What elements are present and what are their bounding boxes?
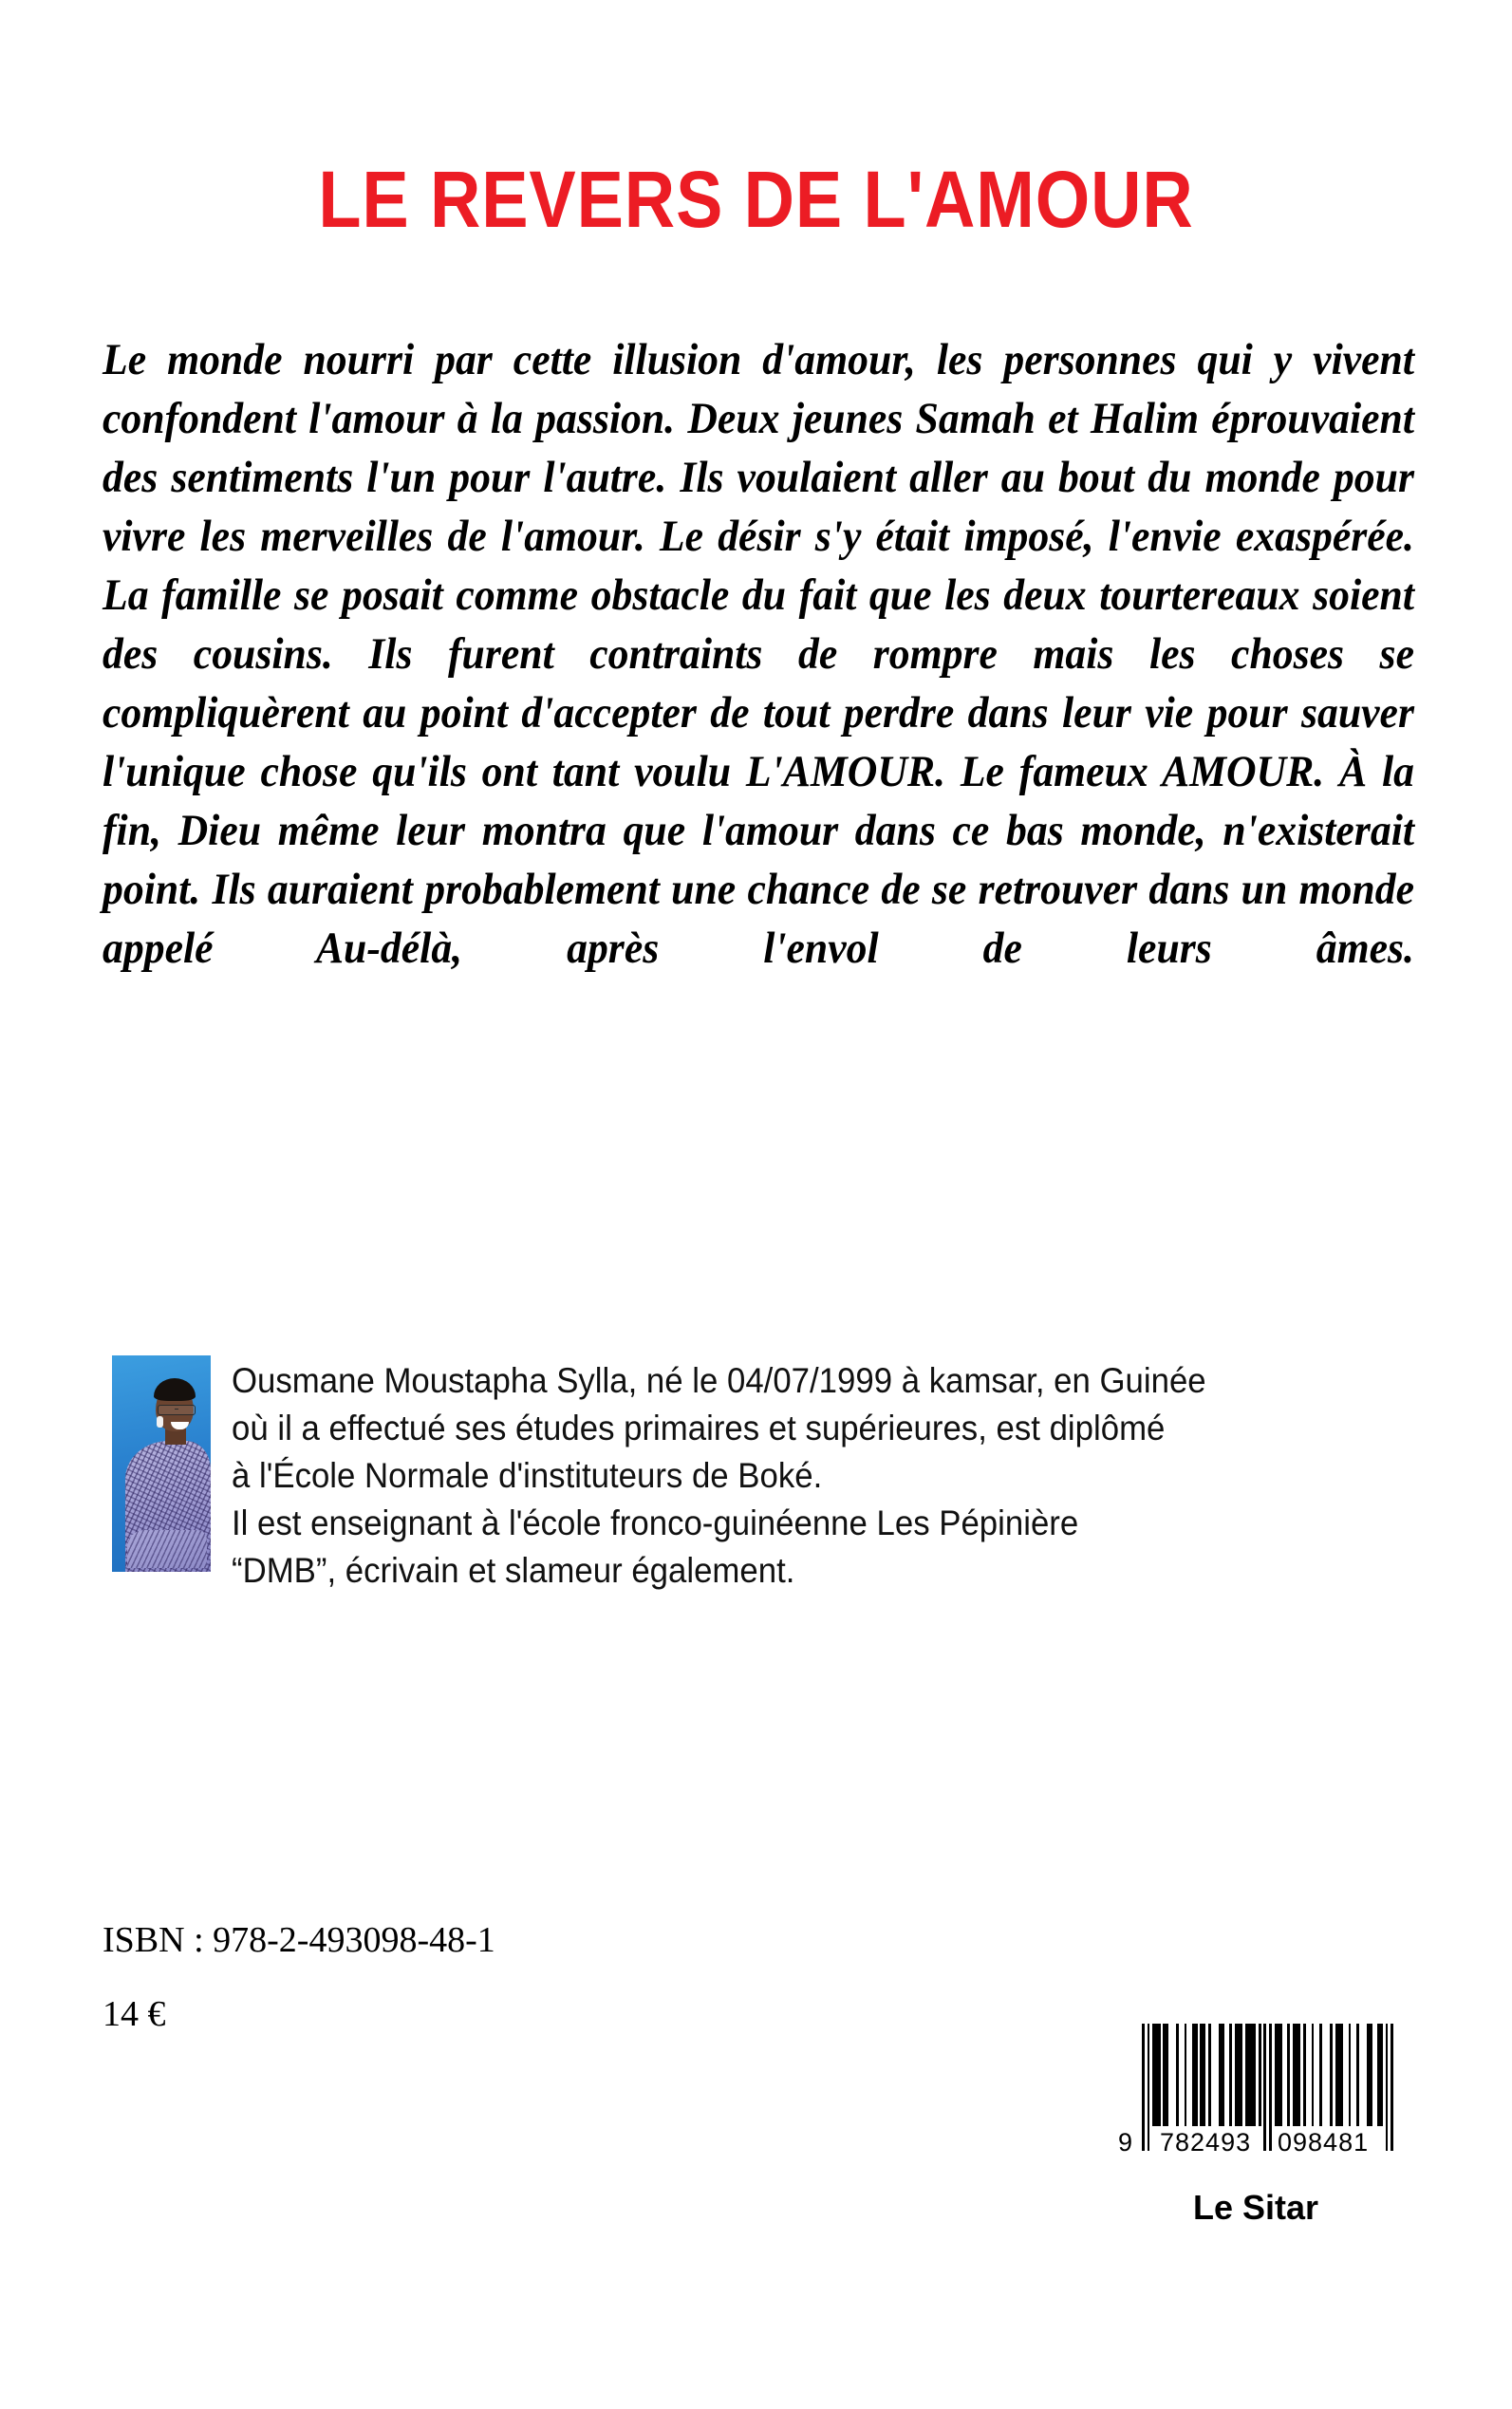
author-bio-block	[112, 1355, 1441, 1595]
author-portrait-photo	[112, 1355, 211, 1572]
portrait-hair	[154, 1378, 196, 1401]
bio-line: Ousmane Moustapha Sylla, né le 04/07/1999 à kamsar, en Guinée	[232, 1361, 1206, 1400]
bio-line: “DMB”, écrivain et slameur également.	[232, 1551, 795, 1590]
page-title: LE REVERS DE L'AMOUR	[318, 155, 1194, 244]
barcode-bars	[1118, 2024, 1393, 2126]
barcode-digit-group-1: 782493	[1160, 2128, 1252, 2157]
bio-line: à l'École Normale d'instituteurs de Boké.	[232, 1456, 823, 1495]
portrait-glasses-icon	[158, 1405, 196, 1415]
isbn-text: ISBN : 978-2-493098-48-1	[103, 1920, 495, 1960]
portrait-smile	[171, 1422, 189, 1429]
price-text: 14 €	[103, 1994, 166, 2034]
portrait-earbud-icon	[157, 1416, 163, 1428]
title-block	[0, 155, 1512, 244]
barcode	[1118, 2024, 1393, 2158]
bio-line: Il est enseignant à l'école fronco-guinéenne Les Pépinière	[232, 1503, 1079, 1542]
synopsis-text: Le monde nourri par cette illusion d'amour, les personnes qui y vivent confondent l'amour à la passion. Deux jeunes Samah et Halim éprouvaient des sentiments l'un pour l'autre. Ils voulaient aller au bout du monde pour vivre les merveilles de l'amour. Le désir s'y était imposé, l'envie exaspérée. La famille se posait comme obstacle du fait que les deux tourtereaux soient des cousins. Ils furent contraints de rompre mais les choses se compliquèrent au point d'accepter de tout perdre dans leur vie pour sauver l'unique chose qu'ils ont tant voulu L'AMOUR. Le fameux AMOUR. À la fin, Dieu même leur montra que l'amour dans ce bas monde, n'existerait point. Ils auraient probablement une chance de se retrouver dans un monde appelé Au-délà, après l'envol de leurs âmes.	[103, 335, 1414, 973]
barcode-digit-group-2: 098481	[1278, 2128, 1370, 2157]
barcode-digit-prefix: 9	[1118, 2128, 1134, 2157]
author-bio-text	[232, 1355, 1441, 1595]
portrait-arms	[127, 1530, 207, 1568]
barcode-digits	[1118, 2126, 1393, 2158]
publisher-name: Le Sitar	[1192, 2188, 1319, 2227]
bio-line: où il a effectué ses études primaires et supérieures, est diplômé	[232, 1409, 1166, 1447]
